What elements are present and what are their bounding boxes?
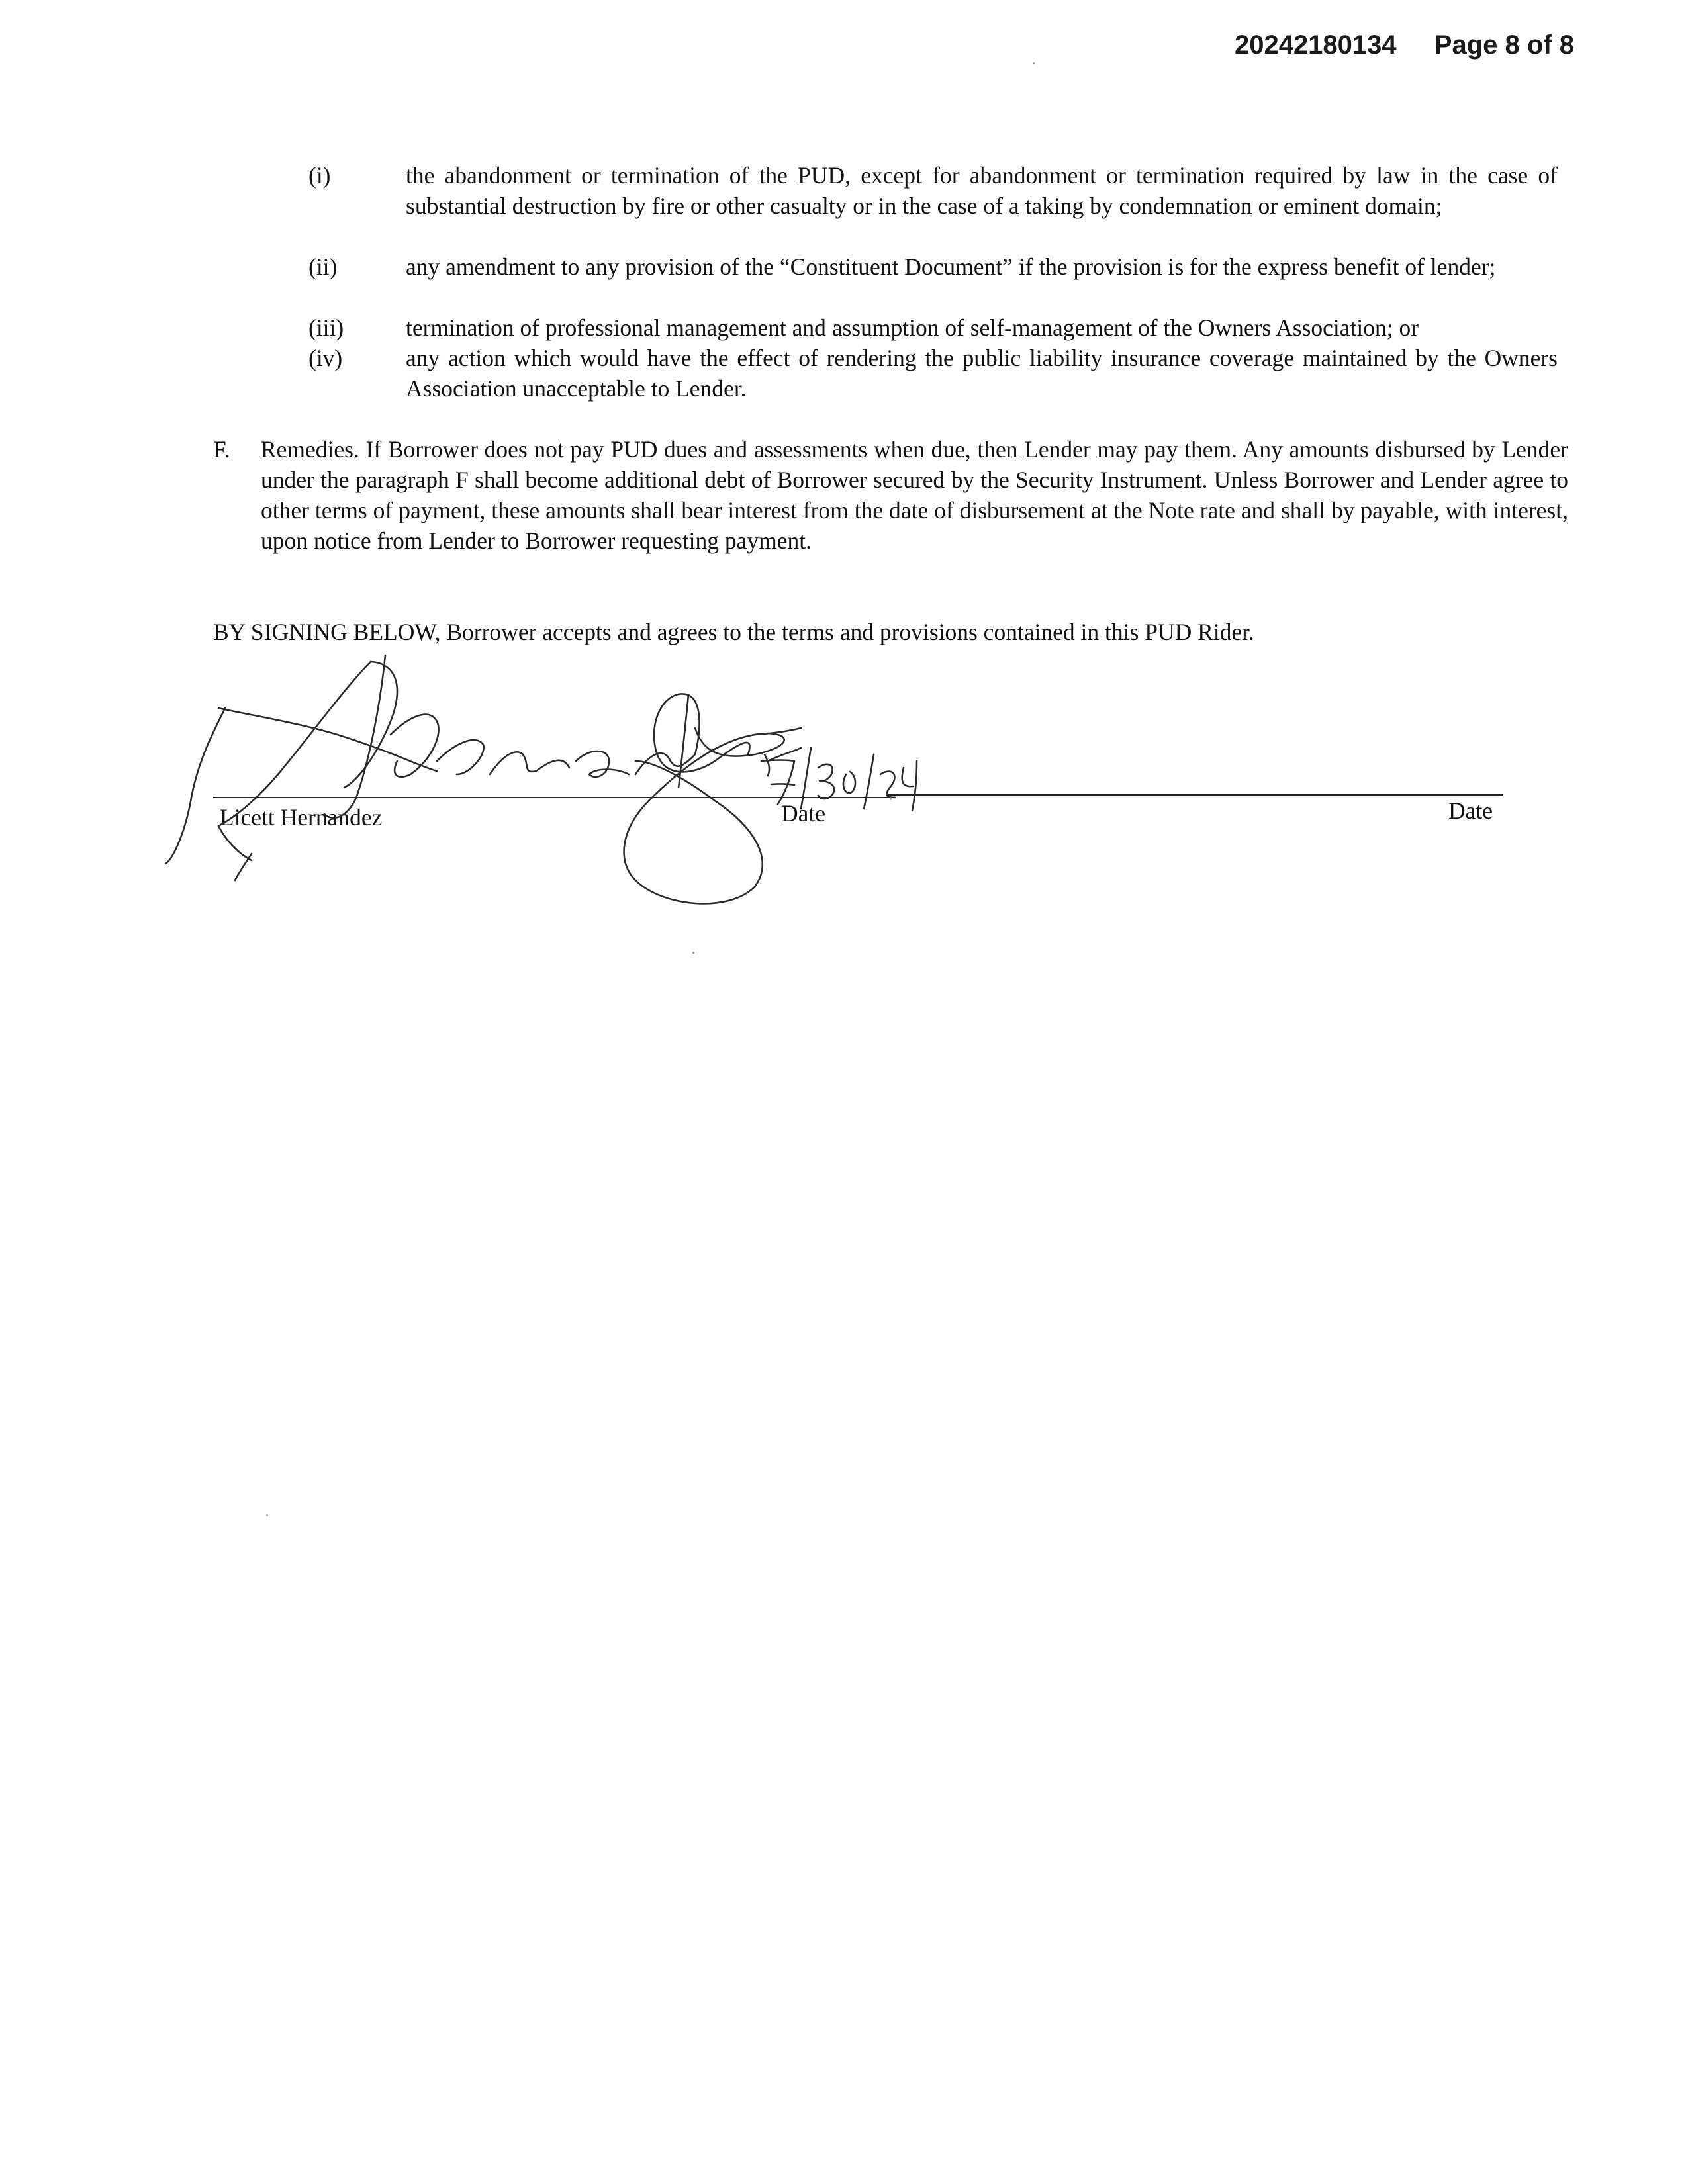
- scan-speck: [692, 952, 694, 954]
- recording-header: [1235, 30, 1574, 60]
- list-item-number: (ii): [308, 253, 338, 280]
- list-item-number: (i): [308, 162, 331, 189]
- list-item-text: the abandonment or termination of the PUD, except for abandonment or termination required by law in the case of substantial destruction by fire or other casualty or in the case of a taking by condemnation or eminent domain;: [406, 162, 1558, 219]
- paragraph-label: F.: [213, 436, 230, 463]
- signing-statement: BY SIGNING BELOW, Borrower accepts and agrees to the terms and provisions contained in this PUD Rider.: [213, 619, 1254, 645]
- document-number: 20242180134: [1234, 30, 1397, 60]
- date-label: Date: [781, 800, 826, 827]
- second-signature-line: [888, 794, 1503, 796]
- list-item-text: any amendment to any provision of the “Constituent Document” if the provision is for the express benefit of lender;: [406, 253, 1496, 280]
- paragraph-text: Remedies. If Borrower does not pay PUD dues and assessments when due, then Lender may pay them. Any amounts disbursed by Lender under the paragraph F shall become additional debt of Borrower secured by the Security Instrument. Unless Borrower and Lender agree to other terms of payment, these amounts shall bear interest from the date of disbursement at the Note rate and shall by payable, with interest, upon notice from Lender to Borrower requesting payment.: [261, 436, 1568, 554]
- date-label: Date: [1448, 797, 1493, 824]
- page-number: Page 8 of 8: [1434, 30, 1574, 60]
- list-item-number: (iii): [308, 314, 344, 341]
- scan-speck: [266, 1514, 268, 1516]
- borrower-name: Licett Hernandez: [220, 804, 383, 831]
- list-item-number: (iv): [308, 345, 343, 371]
- list-item-text: termination of professional management and assumption of self-management of the Owners Association; or: [406, 314, 1419, 341]
- borrower-signature-line: [213, 797, 890, 798]
- scan-speck: [890, 798, 892, 800]
- list-item-text: any action which would have the effect of rendering the public liability insurance coverage maintained by the Owners Association unacceptable to Lender.: [406, 345, 1558, 402]
- scan-speck: [1033, 62, 1035, 64]
